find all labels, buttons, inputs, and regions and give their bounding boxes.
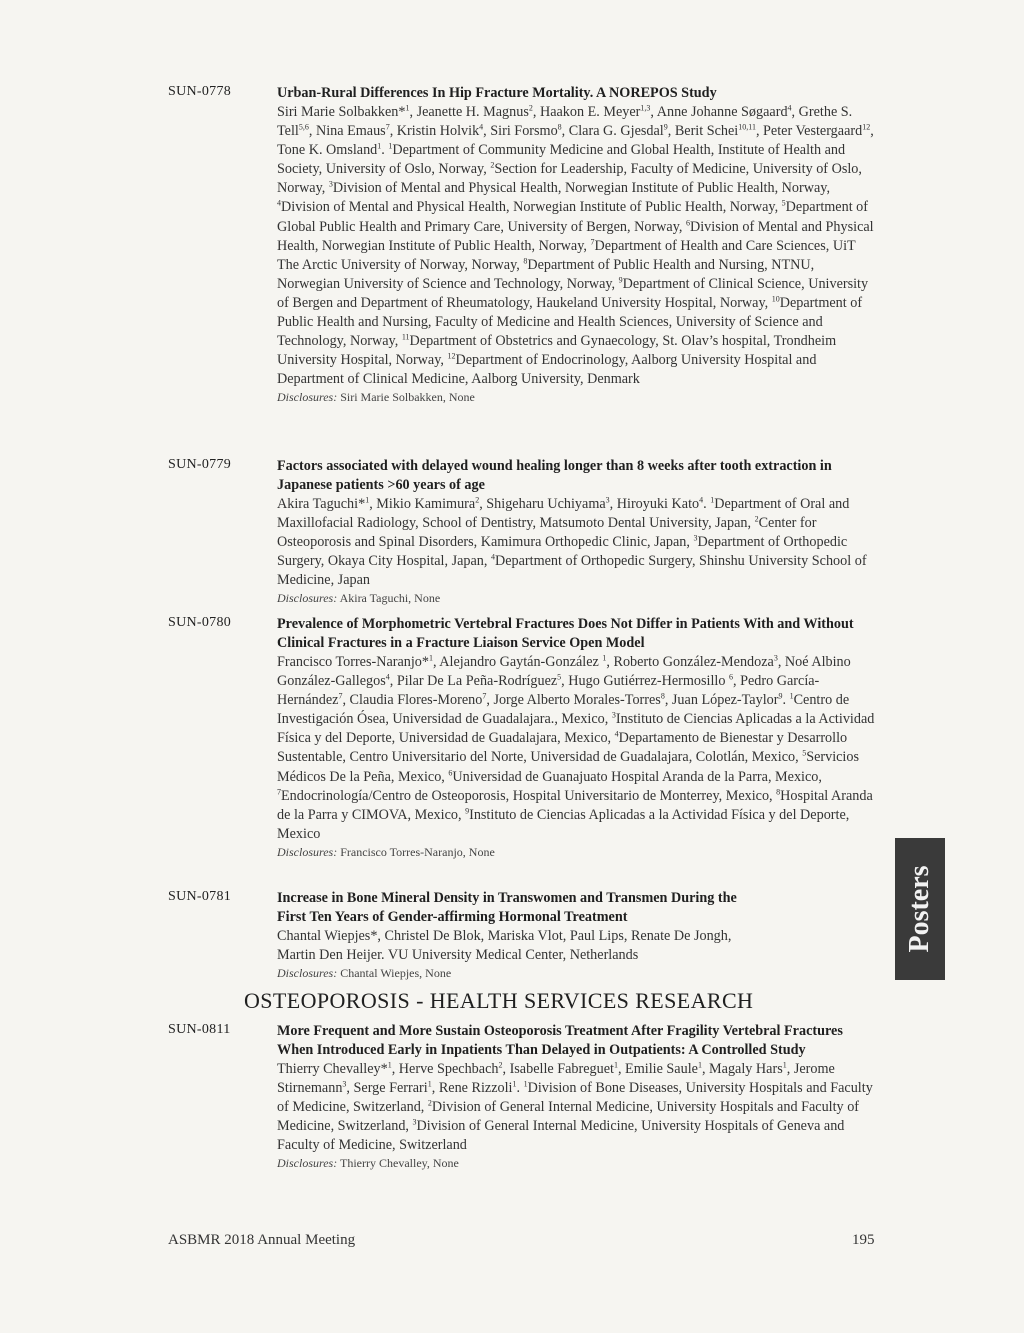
- affiliation-marker: 4: [614, 729, 619, 739]
- disclosures-label: Disclosures:: [277, 591, 338, 606]
- abstract-title: Factors associated with delayed wound healing longer than 8 weeks after tooth extraction in Japanese patients >60 years of age: [277, 458, 832, 493]
- affiliation-marker: 11: [401, 332, 410, 342]
- posters-tab-label: Posters: [904, 865, 935, 953]
- author-text: Siri Marie Solbakken*: [277, 104, 406, 120]
- abstract-code: SUN-0780: [168, 615, 232, 630]
- author-text: Endocrinología/Centro de Osteoporosis, Hospital Universitario de Monterrey, Mexico,: [281, 787, 777, 804]
- author-text: , Anne Johanne Søgaard: [650, 104, 788, 120]
- affiliation-marker: 3: [342, 1079, 347, 1089]
- affiliation-marker: 5: [781, 198, 786, 208]
- affiliation-marker: 1: [405, 103, 410, 113]
- author-text: Chantal Wiepjes*, Christel De Blok, Mariska Vlot, Paul Lips, Renate De Jongh, Martin Den Heijer. VU University Medical Center, Netherlands: [277, 928, 732, 964]
- abstract-authors: [277, 927, 768, 965]
- author-text: , Pedro García-Hernández: [277, 673, 820, 709]
- author-text: , Tone K. Omsland: [277, 123, 874, 159]
- abstract-code: SUN-0781: [168, 889, 232, 904]
- author-text: , Nina Emaus: [308, 123, 386, 140]
- affiliation-marker: 2: [498, 1060, 503, 1070]
- affiliation-marker: 4: [490, 552, 495, 562]
- affiliation-marker: 6: [729, 672, 734, 682]
- abstract-authors: [277, 103, 876, 389]
- disclosures-label: Disclosures:: [277, 844, 338, 859]
- disclosures-text: Francisco Torres-Naranjo, None: [340, 844, 495, 859]
- affiliation-marker: 1: [789, 691, 794, 701]
- affiliation-marker: 8: [557, 122, 562, 132]
- affiliation-marker: 2: [427, 1098, 432, 1108]
- abstract-authors: [277, 1060, 876, 1155]
- author-text: Departamento de Bienestar y Desarrollo Sustentable, Centro Universitario del Norte, Universidad de Guadalajara, Colotlán, Mexico,: [277, 730, 848, 766]
- author-text: Francisco Torres-Naranjo*: [277, 654, 429, 670]
- author-text: , Noé Albino González-Gallegos: [277, 654, 851, 690]
- abstract-disclosures: [277, 1155, 876, 1171]
- author-text: Department of Obstetrics and Gynaecology, St. Olav’s hospital, Trondheim University Hospital, Norway,: [277, 333, 837, 369]
- author-text: Servicios Médicos De la Peña, Mexico,: [277, 749, 859, 785]
- author-text: Department of Clinical Science, University of Bergen and Department of Rheumatology, Haukeland University Hospital, Norway,: [277, 275, 869, 311]
- author-text: , Serge Ferrari: [346, 1080, 428, 1097]
- affiliation-marker: 2: [490, 160, 495, 170]
- affiliation-marker: 4: [787, 103, 792, 113]
- affiliation-marker: 8: [660, 691, 665, 701]
- affiliation-marker: 12: [862, 122, 871, 132]
- author-text: Universidad de Guanajuato Hospital Aranda de la Parra, Mexico,: [452, 768, 822, 785]
- author-text: , Jeanette H. Magnus: [409, 104, 529, 120]
- affiliation-marker: 1: [613, 1060, 618, 1070]
- affiliation-marker: 9: [778, 691, 783, 701]
- author-text: Division of Mental and Physical Health, Norwegian Institute of Public Health, Norway,: [332, 180, 830, 197]
- author-text: , Peter Vestergaard: [755, 123, 863, 140]
- author-text: Department of Public Health and Nursing, NTNU, Norwegian University of Science and Technology, Norway,: [277, 256, 815, 292]
- author-text: , Clara G. Gjesdal: [561, 123, 664, 140]
- affiliation-marker: 5: [557, 672, 562, 682]
- affiliation-marker: 4: [385, 672, 390, 682]
- author-text: , Shigeharu Uchiyama: [479, 496, 606, 512]
- affiliation-marker: 7: [277, 786, 281, 796]
- affiliation-marker: 1,3: [640, 103, 651, 113]
- affiliation-marker: 5,6: [298, 122, 309, 132]
- affiliation-marker: 1: [523, 1079, 528, 1089]
- affiliation-marker: 1: [512, 1079, 517, 1089]
- abstract-title: Urban-Rural Differences In Hip Fracture Mortality. A NOREPOS Study: [277, 85, 717, 101]
- abstract-authors: [277, 495, 876, 590]
- disclosures-label: Disclosures:: [277, 966, 338, 981]
- disclosures-text: Chantal Wiepjes, None: [340, 966, 452, 981]
- author-text: , Jerome Stirnemann: [277, 1061, 835, 1097]
- author-text: Division of General Internal Medicine, University Hospitals of Geneva and Faculty of Medicine, Switzerland: [277, 1118, 845, 1154]
- abstract-sun-0779: [168, 457, 876, 606]
- affiliation-marker: 1: [387, 1060, 392, 1070]
- affiliation-marker: 3: [693, 533, 698, 543]
- abstract-code: SUN-0778: [168, 84, 232, 99]
- abstract-code: SUN-0811: [168, 1022, 231, 1037]
- abstract-disclosures: [277, 965, 768, 981]
- author-text: Department of Community Medicine and Global Health, Institute of Health and Society, University of Oslo, Norway,: [277, 142, 846, 178]
- abstract-code: SUN-0779: [168, 457, 232, 472]
- author-text: , Haakon E. Meyer: [532, 104, 641, 120]
- author-text: , Rene Rizzoli: [431, 1080, 513, 1097]
- affiliation-marker: 3: [328, 179, 333, 189]
- author-text: .: [516, 1080, 524, 1097]
- affiliation-marker: 1: [377, 141, 382, 151]
- author-text: , Juan López-Taylor: [664, 692, 779, 709]
- author-text: , Alejandro Gaytán-González: [433, 654, 603, 670]
- abstract-disclosures: [277, 590, 876, 606]
- affiliation-marker: 7: [482, 691, 487, 701]
- author-text: , Hiroyuki Kato: [609, 496, 700, 512]
- author-text: Section for Leadership, Faculty of Medicine, University of Oslo, Norway,: [277, 161, 862, 197]
- disclosures-label: Disclosures:: [277, 390, 338, 405]
- affiliation-marker: 1: [782, 1060, 787, 1070]
- abstract-title: Prevalence of Morphometric Vertebral Fractures Does Not Differ in Patients With and Without Clinical Fractures in a Fracture Liaison Service Open Model: [277, 616, 854, 651]
- author-text: Department of Public Health and Nursing, Faculty of Medicine and Health Sciences, University of Science and Technology, Norway,: [277, 294, 863, 350]
- abstract-authors: [277, 653, 876, 844]
- author-text: Department of Orthopedic Surgery, Okaya City Hospital, Japan,: [277, 534, 848, 570]
- author-text: Center for Osteoporosis and Spinal Disorders, Kamimura Orthopedic Clinic, Japan,: [277, 515, 817, 551]
- abstract-title: More Frequent and More Sustain Osteoporosis Treatment After Fragility Vertebral Fractures When Introduced Early in Inpatients Than Delayed in Outpatients: A Controlled Study: [277, 1023, 843, 1058]
- author-text: .: [703, 496, 711, 512]
- author-text: .: [381, 142, 389, 159]
- affiliation-marker: 7: [590, 236, 595, 246]
- author-text: Hospital Aranda de la Parra y CIMOVA, Mexico,: [277, 787, 873, 823]
- affiliation-marker: 2: [528, 103, 533, 113]
- author-text: Division of General Internal Medicine, University Hospitals and Faculty of Medicine, Switzerland,: [277, 1099, 860, 1135]
- affiliation-marker: 12: [447, 351, 456, 361]
- affiliation-marker: 8: [523, 256, 528, 266]
- author-text: , Pilar De La Peña-Rodríguez: [389, 673, 558, 690]
- author-text: , Jorge Alberto Morales-Torres: [486, 692, 661, 709]
- author-text: , Magaly Hars: [701, 1061, 783, 1077]
- author-text: .: [782, 692, 790, 709]
- affiliation-marker: 1: [602, 653, 607, 663]
- affiliation-marker: 5: [802, 748, 807, 758]
- abstract-title: Increase in Bone Mineral Density in Transwomen and Transmen During the First Ten Years of Gender-affirming Hormonal Treatment: [277, 890, 737, 925]
- author-text: Akira Taguchi*: [277, 496, 366, 512]
- affiliation-marker: 1: [388, 141, 393, 151]
- disclosures-label: Disclosures:: [277, 1156, 338, 1171]
- affiliation-marker: 3: [412, 1117, 417, 1127]
- footer-meeting: ASBMR 2018 Annual Meeting: [168, 1232, 356, 1248]
- affiliation-marker: 7: [385, 122, 390, 132]
- disclosures-text: Siri Marie Solbakken, None: [340, 390, 475, 405]
- affiliation-marker: 4: [277, 198, 281, 208]
- affiliation-marker: 1: [365, 495, 370, 505]
- affiliation-marker: 3: [605, 495, 610, 505]
- author-text: , Roberto González-Mendoza: [606, 654, 774, 670]
- author-text: Thierry Chevalley*: [277, 1061, 388, 1077]
- author-text: , Herve Spechbach: [391, 1061, 499, 1077]
- affiliation-marker: 2: [475, 495, 480, 505]
- section-heading: OSTEOPOROSIS - HEALTH SERVICES RESEARCH: [244, 988, 754, 1013]
- affiliation-marker: 7: [338, 691, 343, 701]
- disclosures-text: Akira Taguchi, None: [339, 591, 441, 606]
- abstract-disclosures: [277, 844, 876, 860]
- author-text: Department of Oral and Maxillofacial Radiology, School of Dentistry, Matsumoto Dental University, Japan,: [277, 496, 850, 532]
- affiliation-marker: 9: [663, 122, 668, 132]
- affiliation-marker: 9: [465, 806, 470, 816]
- affiliation-marker: 3: [611, 710, 616, 720]
- abstract-disclosures: [277, 389, 876, 405]
- author-text: Department of Orthopedic Surgery, Shinshu University School of Medicine, Japan: [277, 553, 867, 589]
- affiliation-marker: 4: [479, 122, 484, 132]
- affiliation-marker: 1: [697, 1060, 702, 1070]
- abstract-sun-0778: [168, 84, 876, 405]
- abstract-sun-0781: [168, 889, 768, 981]
- footer-page-number: 195: [852, 1232, 875, 1248]
- author-text: Division of Mental and Physical Health, Norwegian Institute of Public Health, Norway,: [281, 199, 782, 216]
- affiliation-marker: 10,11: [738, 122, 756, 132]
- affiliation-marker: 6: [685, 217, 690, 227]
- author-text: Instituto de Ciencias Aplicadas a la Actividad Física y del Deporte, Universidad de Guadalajara, Mexico,: [277, 711, 875, 747]
- author-text: Division of Bone Diseases, University Hospitals and Faculty of Medicine, Switzerland,: [277, 1080, 873, 1116]
- affiliation-marker: 1: [710, 495, 715, 505]
- author-text: , Isabelle Fabreguet: [502, 1061, 614, 1077]
- affiliation-marker: 2: [754, 514, 759, 524]
- author-text: Department of Global Public Health and Primary Care, University of Bergen, Norway,: [277, 199, 869, 235]
- author-text: , Kristin Holvik: [389, 123, 480, 140]
- affiliation-marker: 1: [427, 1079, 432, 1089]
- author-text: , Mikio Kamimura: [369, 496, 476, 512]
- abstract-sun-0811: [168, 1022, 876, 1171]
- author-text: , Hugo Gutiérrez-Hermosillo: [561, 673, 730, 690]
- author-text: , Grethe S. Tell: [277, 104, 853, 140]
- abstract-sun-0780: [168, 615, 876, 860]
- author-text: , Claudia Flores-Moreno: [342, 692, 483, 709]
- author-text: Department of Endocrinology, Aalborg University Hospital and Department of Clinical Medicine, Aalborg University, Denmark: [277, 352, 817, 388]
- posters-side-tab: [895, 838, 945, 980]
- affiliation-marker: 8: [776, 786, 781, 796]
- author-text: , Berit Schei: [667, 123, 739, 140]
- disclosures-text: Thierry Chevalley, None: [340, 1156, 459, 1171]
- author-text: , Siri Forsmo: [483, 123, 558, 140]
- author-text: , Emilie Saule: [617, 1061, 698, 1077]
- author-text: Centro de Investigación Ósea, Universidad de Guadalajara., Mexico,: [277, 692, 850, 728]
- author-text: Department of Health and Care Sciences, UiT The Arctic University of Norway, Norway,: [277, 237, 856, 273]
- author-text: Instituto de Ciencias Aplicadas a la Actividad Física y del Deporte, Mexico: [277, 806, 850, 842]
- affiliation-marker: 6: [448, 767, 453, 777]
- affiliation-marker: 4: [699, 495, 704, 505]
- affiliation-marker: 10: [771, 294, 780, 304]
- affiliation-marker: 1: [429, 653, 433, 663]
- affiliation-marker: 3: [773, 653, 778, 663]
- author-text: Division of Mental and Physical Health, Norwegian Institute of Public Health, Norway,: [277, 218, 874, 254]
- affiliation-marker: 9: [618, 275, 623, 285]
